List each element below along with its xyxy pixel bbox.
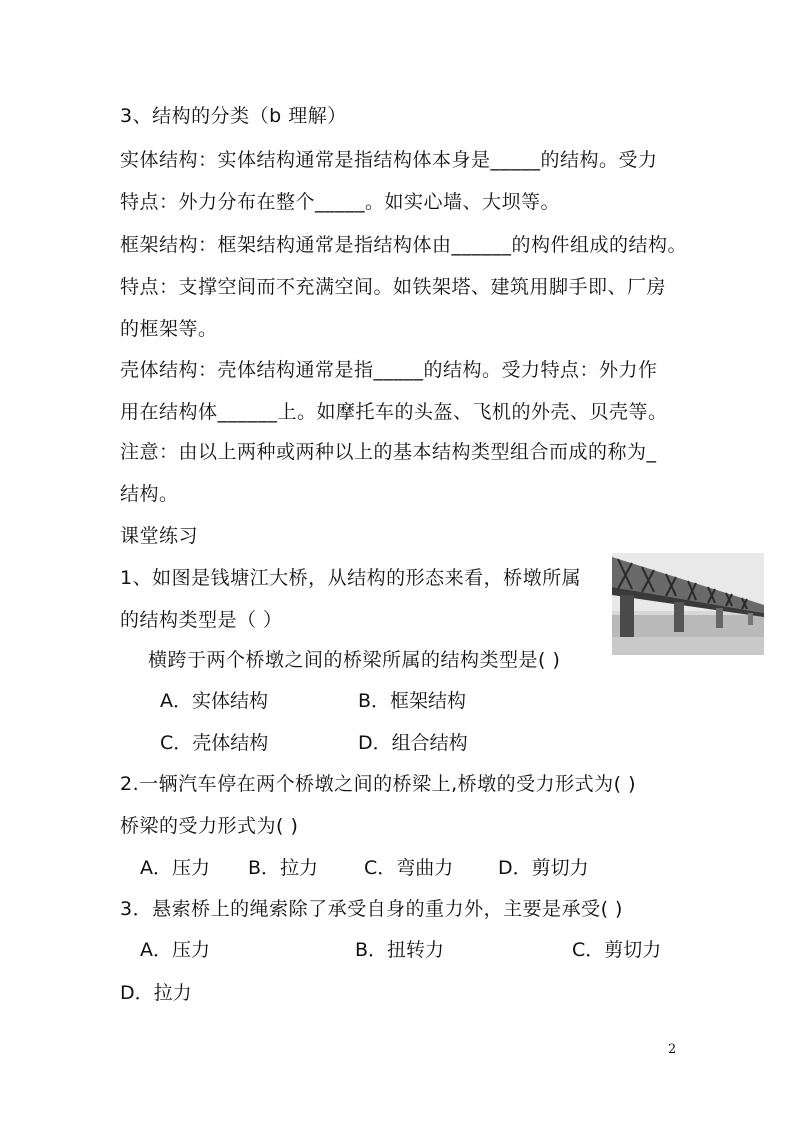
question-2-line-2: 桥梁的受力形式为( ) bbox=[120, 815, 299, 837]
note-line-1: 注意：由以上两种或两种以上的基本结构类型组合而成的称为_ bbox=[120, 441, 657, 463]
section-title: 3、结构的分类（b 理解） bbox=[120, 105, 347, 127]
q3-option-c: C．剪切力 bbox=[572, 939, 662, 961]
question-3-line-1: 3．悬索桥上的绳索除了承受自身的重力外，主要是承受( ) bbox=[120, 898, 623, 920]
note-line-2: 结构。 bbox=[120, 483, 179, 505]
q3-option-b: B．扭转力 bbox=[355, 939, 445, 961]
q2-option-d: D．剪切力 bbox=[498, 857, 589, 879]
q1-option-d: D．组合结构 bbox=[358, 732, 468, 754]
page-number: 2 bbox=[668, 1042, 677, 1057]
q3-option-d: D．拉力 bbox=[120, 982, 192, 1004]
question-2-line-1: 2.一辆汽车停在两个桥墩之间的桥梁上,桥墩的受力形式为( ) bbox=[120, 773, 637, 795]
q2-option-b: B．拉力 bbox=[248, 857, 319, 879]
q2-option-a: A．压力 bbox=[140, 857, 210, 879]
frame-structure-line-1: 框架结构：框架结构通常是指结构体由______的构件组成的结构。 bbox=[120, 234, 688, 256]
q2-option-c: C．弯曲力 bbox=[364, 857, 454, 879]
question-1-line-3: 横跨于两个桥墩之间的桥梁所属的结构类型是( ) bbox=[148, 649, 561, 671]
frame-structure-line-3: 的框架等。 bbox=[120, 318, 218, 340]
shell-structure-line-1: 壳体结构：壳体结构通常是指_____的结构。受力特点：外力作 bbox=[120, 359, 658, 381]
q1-option-c: C．壳体结构 bbox=[160, 732, 269, 754]
frame-structure-line-2: 特点：支撑空间而不充满空间。如铁架塔、建筑用脚手即、厂房 bbox=[120, 276, 667, 298]
bridge-photo bbox=[612, 553, 764, 655]
solid-structure-line-1: 实体结构：实体结构通常是指结构体本身是_____的结构。受力 bbox=[120, 149, 658, 171]
q1-option-a: A．实体结构 bbox=[160, 690, 268, 712]
question-1-line-1: 1、如图是钱塘江大桥，从结构的形态来看，桥墩所属 bbox=[120, 567, 582, 589]
exercise-heading: 课堂练习 bbox=[120, 525, 199, 547]
q3-option-a: A．压力 bbox=[140, 939, 210, 961]
solid-structure-line-2: 特点：外力分布在整个_____。如实心墙、大坝等。 bbox=[120, 191, 561, 213]
shell-structure-line-2: 用在结构体______上。如摩托车的头盔、飞机的外壳、贝壳等。 bbox=[120, 401, 668, 423]
question-1-line-2: 的结构类型是（ ） bbox=[120, 609, 283, 631]
q1-option-b: B．框架结构 bbox=[358, 690, 467, 712]
